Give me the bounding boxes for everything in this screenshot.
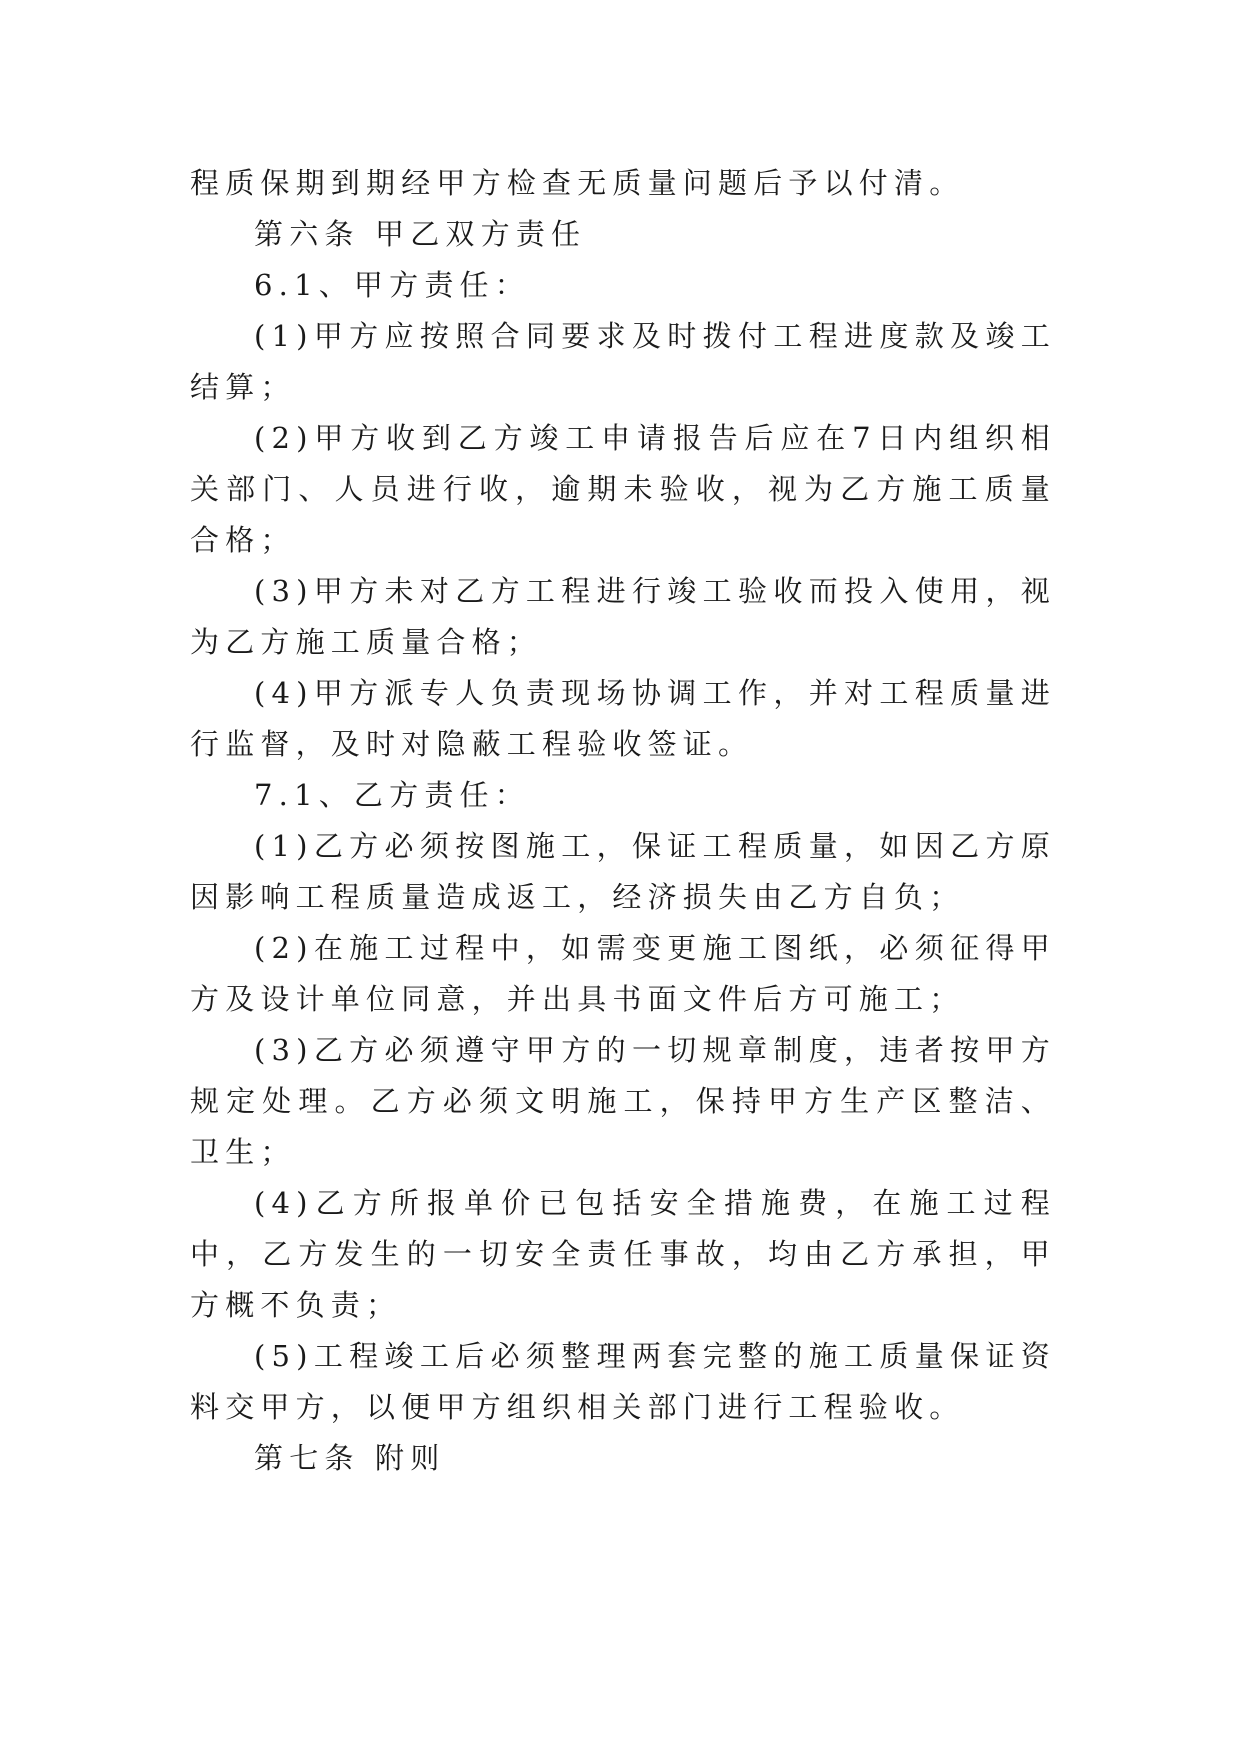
clause-a-2: (2)甲方收到乙方竣工申请报告后应在7日内组织相关部门、人员进行收，逾期未验收，视为乙方施工质量合格； <box>190 421 1056 557</box>
paragraph-quality-warranty-end: 程质保期到期经甲方检查无质量问题后予以付清。 <box>190 166 965 200</box>
clause-a-3: (3)甲方未对乙方工程进行竣工验收而投入使用，视为乙方施工质量合格； <box>190 574 1056 659</box>
clause-b-1: (1)乙方必须按图施工，保证工程质量，如因乙方原因影响工程质量造成返工，经济损失由乙方自负； <box>190 829 1056 914</box>
clause-b-5: (5)工程竣工后必须整理两套完整的施工质量保证资料交甲方，以便甲方组织相关部门进行工程验收。 <box>190 1339 1056 1424</box>
heading-article-six: 第六条 甲乙双方责任 <box>254 217 587 251</box>
clause-b-2: (2)在施工过程中，如需变更施工图纸，必须征得甲方及设计单位同意，并出具书面文件后方可施工； <box>190 931 1056 1016</box>
heading-article-seven: 第七条 附则 <box>254 1441 446 1475</box>
heading-party-b-duties: 7.1、乙方责任： <box>254 778 530 812</box>
clause-a-1: (1)甲方应按照合同要求及时拨付工程进度款及竣工结算； <box>190 319 1056 404</box>
heading-party-a-duties: 6.1、甲方责任： <box>254 268 530 302</box>
clause-b-4: (4)乙方所报单价已包括安全措施费，在施工过程中，乙方发生的一切安全责任事故，均由乙方承担，甲方概不负责； <box>190 1186 1056 1322</box>
document-body <box>190 158 1056 1484</box>
clause-a-4: (4)甲方派专人负责现场协调工作，并对工程质量进行监督，及时对隐蔽工程验收签证。 <box>190 676 1056 761</box>
clause-b-3: (3)乙方必须遵守甲方的一切规章制度，违者按甲方规定处理。乙方必须文明施工，保持甲方生产区整洁、卫生； <box>190 1033 1056 1169</box>
